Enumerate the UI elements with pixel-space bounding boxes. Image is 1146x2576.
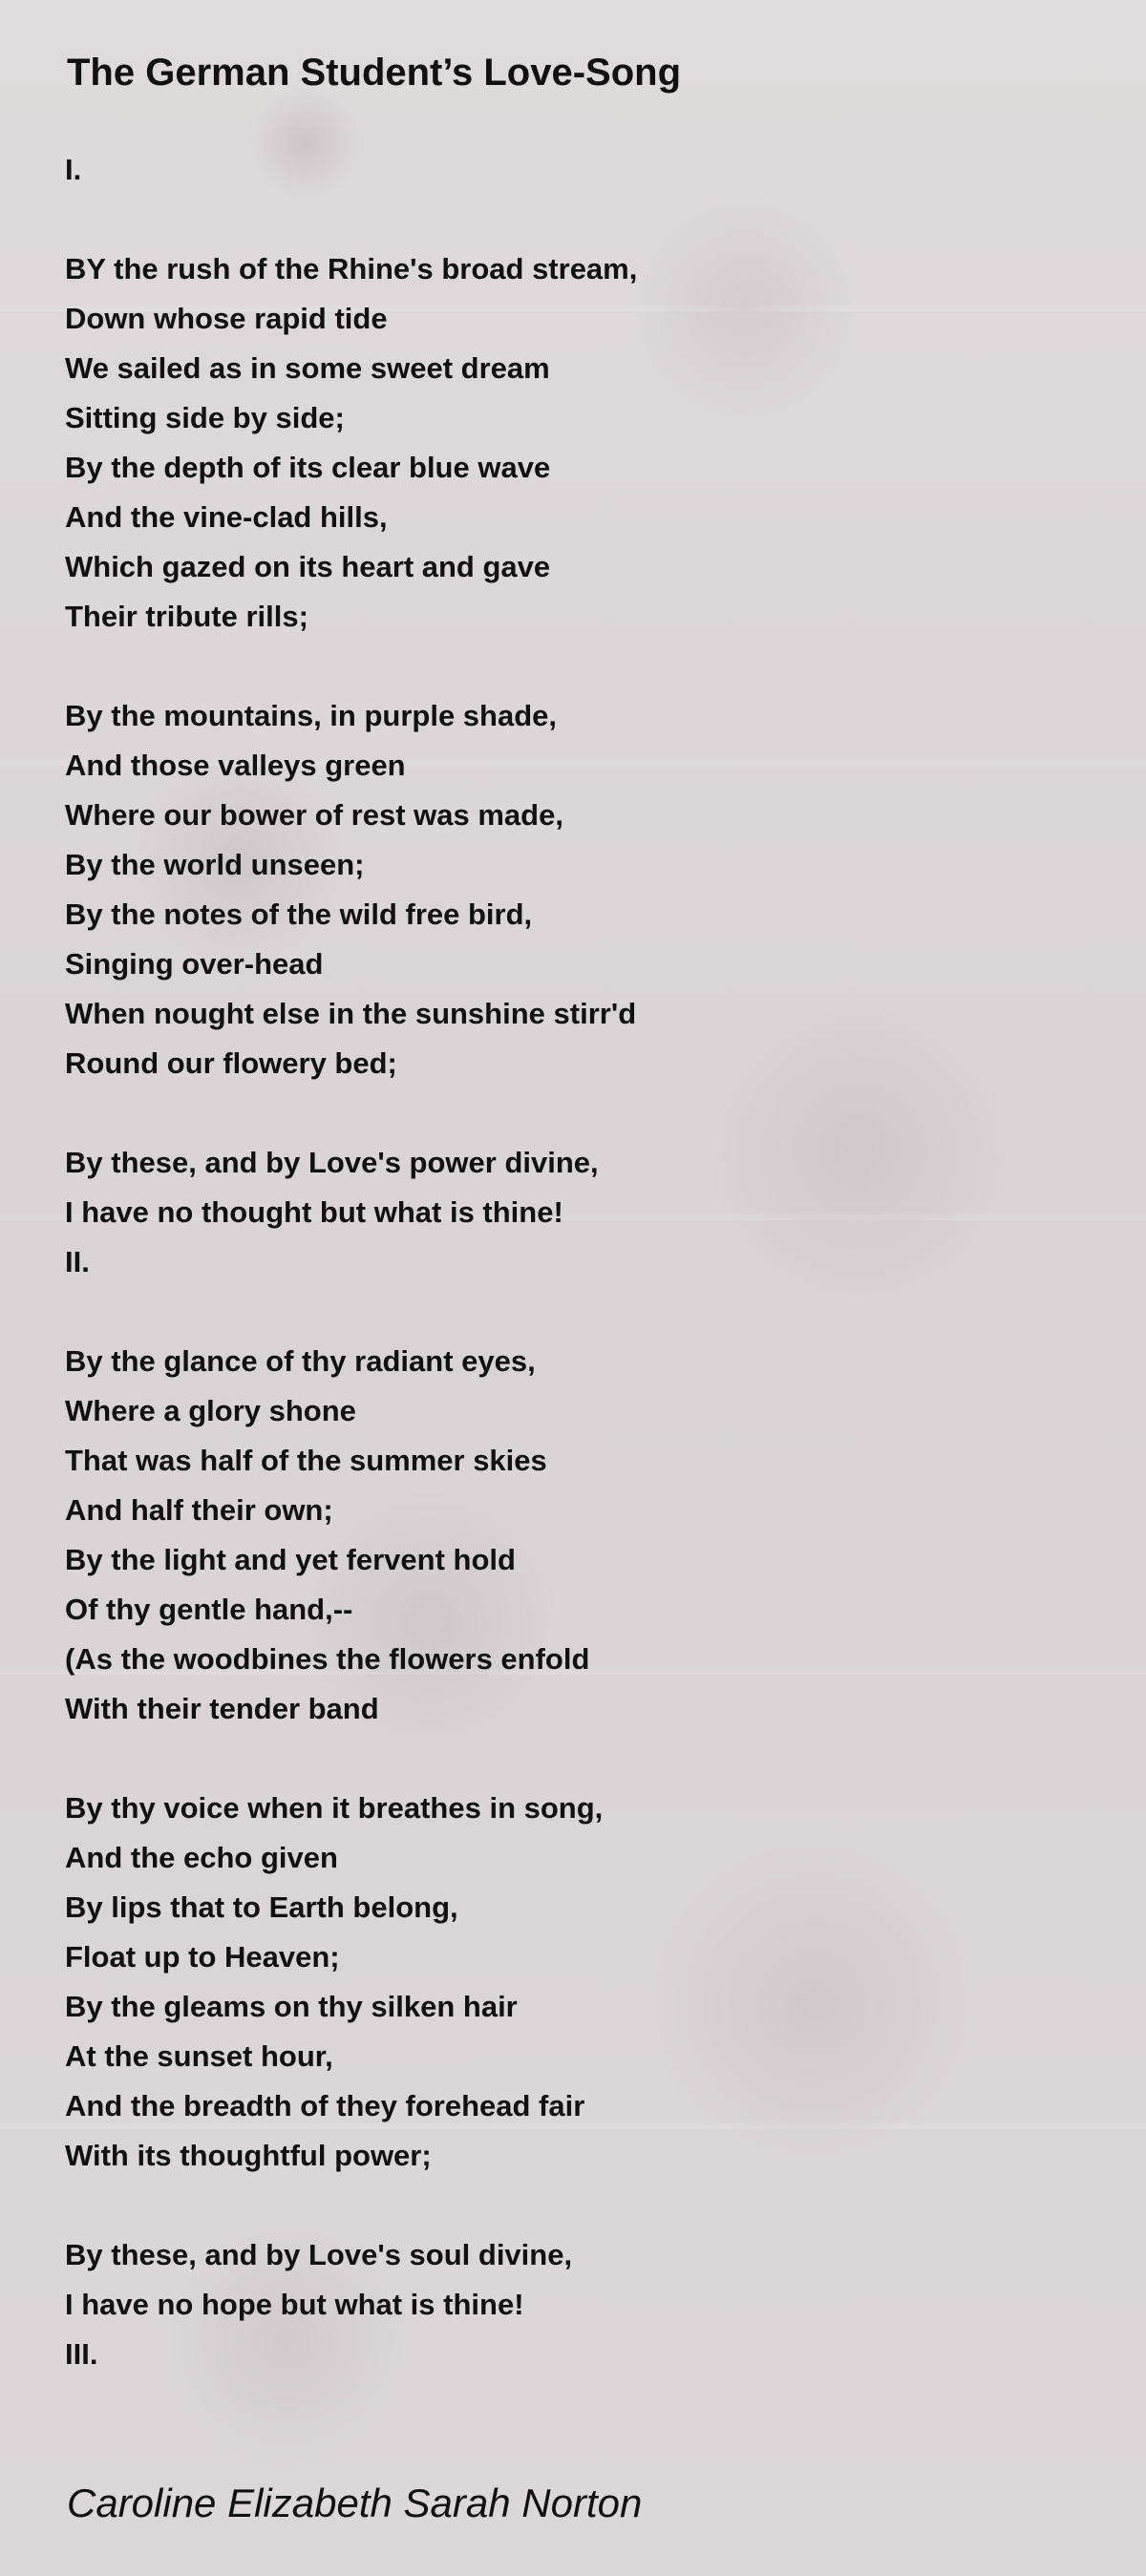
poem-line: Which gazed on its heart and gave xyxy=(65,550,551,583)
stanza-break xyxy=(65,2181,1096,2230)
poem-line: By the glance of thy radiant eyes, xyxy=(65,1344,536,1378)
poem-line: That was half of the summer skies xyxy=(65,1444,547,1477)
poem-line: By these, and by Love's power divine, xyxy=(65,1146,599,1179)
poem-line: And the breadth of they forehead fair xyxy=(65,2089,585,2122)
poem-line: Of thy gentle hand,-- xyxy=(65,1593,353,1626)
poem-line: Down whose rapid tide xyxy=(65,302,388,335)
poem-line: Their tribute rills; xyxy=(65,600,308,633)
poem-line: II. xyxy=(65,1245,90,1278)
stanza-break xyxy=(65,642,1096,691)
poem-line: (As the woodbines the flowers enfold xyxy=(65,1642,590,1676)
poem-line: By the gleams on thy silken hair xyxy=(65,1990,518,2023)
poem-line: And the echo given xyxy=(65,1841,338,1874)
stanza-break xyxy=(65,1734,1096,1784)
poem-line: By the mountains, in purple shade, xyxy=(65,699,558,732)
poem-line: When nought else in the sunshine stirr'd xyxy=(65,997,637,1030)
poem-line: By thy voice when it breathes in song, xyxy=(65,1791,604,1825)
poem-line: BY the rush of the Rhine's broad stream, xyxy=(65,252,638,285)
poem-line: By the notes of the wild free bird, xyxy=(65,897,533,931)
poem-line: I. xyxy=(65,153,82,186)
poem-line: I have no hope but what is thine! xyxy=(65,2288,524,2321)
poem-line: III. xyxy=(65,2337,98,2371)
poem-author: Caroline Elizabeth Sarah Norton xyxy=(67,2481,643,2525)
poem-line: By these, and by Love's soul divine, xyxy=(65,2238,573,2271)
poem-line: Singing over-head xyxy=(65,947,324,981)
poem-line: And half their own; xyxy=(65,1493,333,1527)
stanza-break xyxy=(65,195,1096,244)
stanza-break xyxy=(65,1088,1096,1138)
poem-line: We sailed as in some sweet dream xyxy=(65,351,550,385)
poem-line: With their tender band xyxy=(65,1692,379,1725)
poem-line: By lips that to Earth belong, xyxy=(65,1890,458,1924)
poem-line: By the depth of its clear blue wave xyxy=(65,451,551,484)
poem-line: I have no thought but what is thine! xyxy=(65,1195,563,1229)
poem-line: With its thoughtful power; xyxy=(65,2139,432,2172)
poem-line: By the light and yet fervent hold xyxy=(65,1543,516,1576)
poem-body xyxy=(65,145,1096,2379)
poem-line: Float up to Heaven; xyxy=(65,1940,340,1974)
poem-line: And the vine-clad hills, xyxy=(65,500,388,534)
poem-title: The German Student’s Love-Song xyxy=(67,52,682,94)
poem-line: By the world unseen; xyxy=(65,848,365,881)
poem-line: Where our bower of rest was made, xyxy=(65,798,563,832)
poem-line: Round our flowery bed; xyxy=(65,1046,397,1080)
poem-container xyxy=(65,46,1096,2379)
poem-line: Sitting side by side; xyxy=(65,401,345,434)
poem-line: At the sunset hour, xyxy=(65,2039,333,2073)
stanza-break xyxy=(65,1287,1096,1337)
poem-line: And those valleys green xyxy=(65,749,406,782)
poem-line: Where a glory shone xyxy=(65,1394,356,1427)
